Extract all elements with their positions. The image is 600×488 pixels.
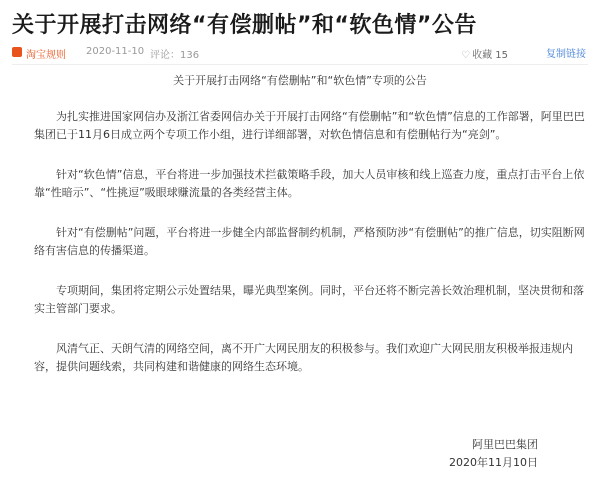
article-meta (12, 44, 588, 62)
paragraph-2 (34, 166, 586, 202)
collect-label: 收藏 15 (472, 50, 508, 61)
collect-button[interactable] (461, 46, 508, 61)
article-subtitle: 关于开展打击网络“有偿删帖”和“软色情”专项的公告 (173, 74, 427, 87)
paragraph-1 (34, 108, 586, 144)
divider (12, 64, 588, 65)
source-link[interactable]: 淘宝规则 (26, 50, 66, 61)
paragraph-3 (34, 224, 586, 260)
paragraph-text: 针对“软色情”信息，平台将进一步加强技术拦截策略手段，加大人员审核和线上巡查力度，重点打击平台上依靠“性暗示”、“性挑逗”吸眼球赚流量的各类经营主体。 (34, 168, 585, 199)
paragraph-text: 为扎实推进国家网信办及浙江省委网信办关于开展打击网络“有偿删帖”和“软色情”信息的工作部署，阿里巴巴集团已于11月6日成立两个专项工作小组，进行详细部署，对软色情信息和有偿删帖行为“亮剑”。 (34, 110, 585, 141)
signature-org: 阿里巴巴集团 (472, 438, 538, 451)
signature-date: 2020年11月10日 (449, 456, 538, 469)
source-icon (12, 47, 22, 57)
comment-count[interactable]: 评论：136 (150, 50, 200, 61)
signature (449, 436, 538, 472)
paragraph-text: 风清气正、天朗气清的网络空间，离不开广大网民朋友的积极参与。我们欢迎广大网民朋友积极举报违规内容，提供问题线索，共同构建和谐健康的网络生态环境。 (34, 342, 573, 373)
paragraph-5 (34, 340, 586, 376)
copy-link-button[interactable]: 复制链接 (546, 49, 586, 60)
heart-icon: ♡ (461, 50, 471, 61)
article-title: 关于开展打击网络“有偿删帖”和“软色情”公告 (12, 13, 477, 38)
paragraph-text: 专项期间，集团将定期公示处置结果，曝光典型案例。同时，平台还将不断完善长效治理机制，坚决贯彻和落实主管部门要求。 (34, 284, 584, 315)
publish-date: 2020-11-10 (86, 46, 145, 57)
paragraph-4 (34, 282, 586, 318)
paragraph-text: 针对“有偿删帖”问题，平台将进一步健全内部监督制约机制，严格预防涉“有偿删帖”的推广信息，切实阻断网络有害信息的传播渠道。 (34, 226, 585, 257)
